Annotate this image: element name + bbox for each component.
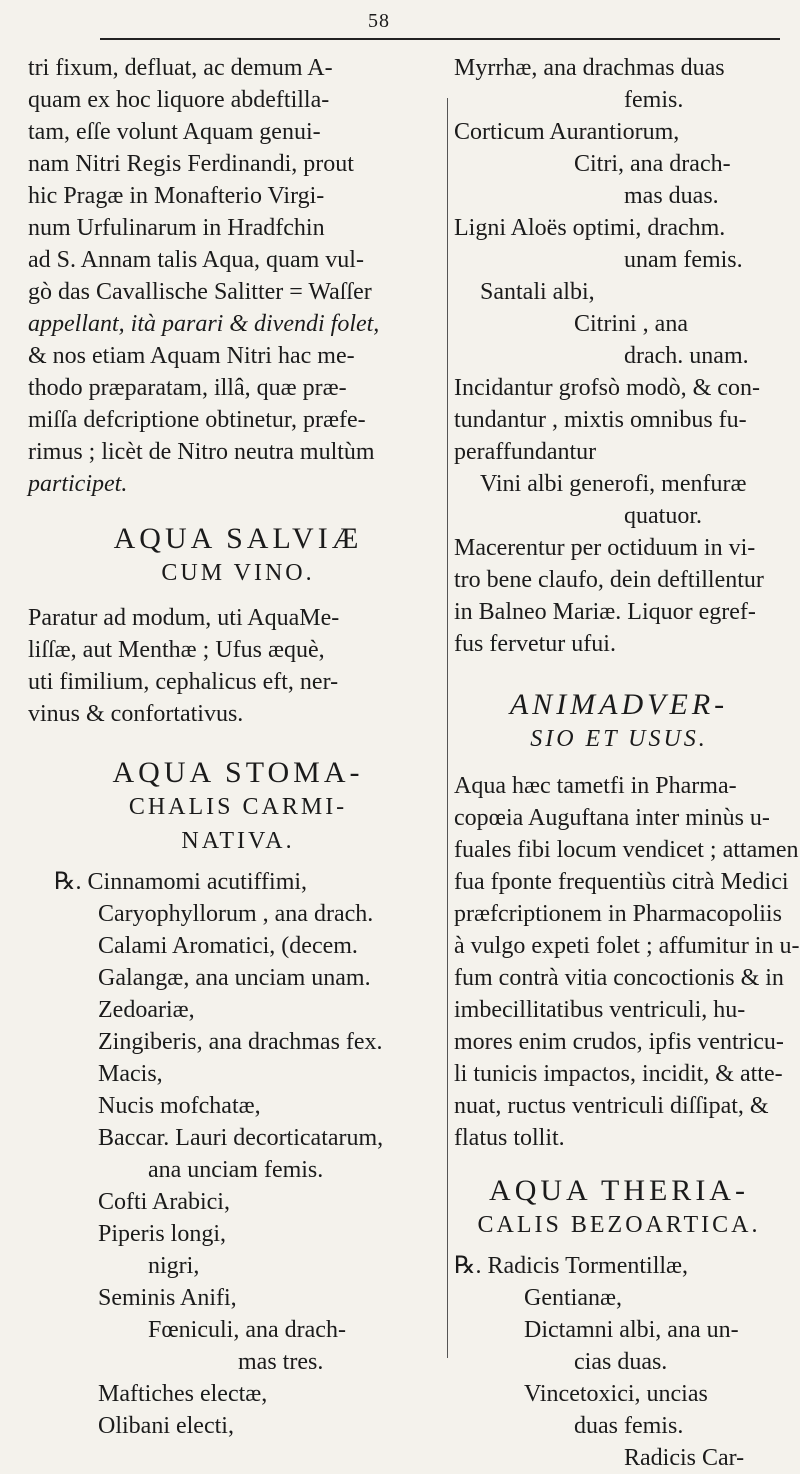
text-line: fum contrà vitia concoctionis & in: [454, 965, 784, 991]
text-line: Fœniculi, ana drach-: [148, 1317, 346, 1343]
text-line: Myrrhæ, ana drachmas duas: [454, 55, 725, 81]
text-line: drach. unam.: [624, 343, 749, 369]
text-line: num Urfulinarum in Hradfchin: [28, 215, 325, 241]
heading-aqua-stomachalis: AQUA STOMA-: [112, 756, 364, 789]
text-line: mas duas.: [624, 183, 719, 209]
text-line: tro bene claufo, dein deftillentur: [454, 567, 764, 593]
text-line: nigri,: [148, 1253, 200, 1279]
text-line: Nucis mofchatæ,: [98, 1093, 261, 1119]
text-line: rimus ; licèt de Nitro neutra multùm: [28, 439, 375, 465]
text-line: Galangæ, ana unciam unam.: [98, 965, 371, 991]
left-paragraph: [28, 52, 448, 500]
text-line: appellant, ità parari & divendi folet,: [28, 311, 380, 337]
text-line: liſſæ, aut Menthæ ; Ufus æquè,: [28, 637, 325, 663]
text-line: ana unciam femis.: [148, 1157, 324, 1183]
text-line: Aqua hæc tametfi in Pharma-: [454, 773, 737, 799]
text-line: ad S. Annam talis Aqua, quam vul-: [28, 247, 364, 273]
text-line: Olibani electi,: [98, 1413, 234, 1439]
page-header: [100, 10, 780, 40]
heading-aqua-theriacalis: AQUA THERIA-: [489, 1174, 749, 1207]
text-line: Ligni Aloës optimi, drachm.: [454, 215, 726, 241]
text-line: Macis,: [98, 1061, 163, 1087]
text-line: fus fervetur ufui.: [454, 631, 616, 657]
text-line: quam ex hoc liquore abdeftilla-: [28, 87, 330, 113]
text-line: Caryophyllorum , ana drach.: [98, 901, 374, 927]
text-line: Piperis longi,: [98, 1221, 227, 1247]
text-line: Seminis Anifi,: [98, 1285, 237, 1311]
text-line: li tunicis impactos, incidit, & atte-: [454, 1061, 783, 1087]
usus-paragraph: [454, 770, 800, 1154]
page-number: 58: [368, 10, 390, 32]
text-line: flatus tollit.: [454, 1125, 565, 1151]
text-line: copœia Auguftana inter minùs u-: [454, 805, 770, 831]
heading-animadversio: ANIMADVER-: [509, 688, 729, 721]
text-line: Baccar. Lauri decorticatarum,: [98, 1125, 384, 1151]
heading-bezoartica: CALIS BEZOARTICA.: [477, 1212, 761, 1238]
text-line: unam femis.: [624, 247, 743, 273]
recipe-theriacalis: [454, 1250, 784, 1474]
text-line: thodo præparatam, illâ, quæ præ-: [28, 375, 347, 401]
text-line: ℞. Cinnamomi acutiffimi,: [54, 869, 308, 895]
text-line: & nos etiam Aquam Nitri hac me-: [28, 343, 355, 369]
text-line: à vulgo expeti folet ; affumitur in u-: [454, 933, 800, 959]
salvia-paragraph: [28, 602, 448, 730]
text-line: imbecillitatibus ventriculi, hu-: [454, 997, 746, 1023]
text-line: Santali albi,: [480, 279, 595, 305]
text-line: femis.: [624, 87, 684, 113]
text-line: præfcriptionem in Pharmacopoliis: [454, 901, 782, 927]
recipe-stomachalis: [28, 866, 448, 1442]
text-line: Vini albi generofi, menfuræ: [480, 471, 747, 497]
heading-aqua-salviae: AQUA SALVIÆ: [113, 522, 363, 555]
text-line: Cofti Arabici,: [98, 1189, 230, 1215]
text-line: in Balneo Mariæ. Liquor egref-: [454, 599, 756, 625]
text-line: Vincetoxici, uncias: [524, 1381, 708, 1407]
header-rule: [100, 38, 780, 40]
heading-carminativa-2: NATIVA.: [181, 828, 295, 854]
text-line: Incidantur grofsò modò, & con-: [454, 375, 760, 401]
text-line: nuat, ructus ventriculi diſſipat, &: [454, 1093, 769, 1119]
text-line: mores enim crudos, ipfis ventricu-: [454, 1029, 784, 1055]
left-column: [28, 52, 448, 1442]
text-line: Zingiberis, ana drachmas fex.: [98, 1029, 383, 1055]
text-line: Dictamni albi, ana un-: [524, 1317, 739, 1343]
text-line: Paratur ad modum, uti AquaMe-: [28, 605, 340, 631]
text-line: tam, eſſe volunt Aquam genui-: [28, 119, 321, 145]
text-line: participet.: [28, 471, 128, 497]
text-line: Radicis Car-: [624, 1445, 745, 1471]
text-line: peraffundantur: [454, 439, 597, 465]
text-line: Citrini , ana: [574, 311, 688, 337]
text-line: Gentianæ,: [524, 1285, 622, 1311]
text-line: fuales fibi locum vendicet ; attamen: [454, 837, 799, 863]
text-line: quatuor.: [624, 503, 702, 529]
text-line: Maftiches electæ,: [98, 1381, 268, 1407]
text-line: Macerentur per octiduum in vi-: [454, 535, 756, 561]
text-line: nam Nitri Regis Ferdinandi, prout: [28, 151, 354, 177]
text-line: cias duas.: [574, 1349, 668, 1375]
text-line: miſſa defcriptione obtinetur, præfe-: [28, 407, 366, 433]
text-line: uti fimilium, cephalicus eft, ner-: [28, 669, 339, 695]
heading-carminativa-1: CHALIS CARMI-: [128, 794, 348, 820]
text-line: Citri, ana drach-: [574, 151, 731, 177]
text-line: vinus & confortativus.: [28, 701, 244, 727]
text-line: mas tres.: [238, 1349, 324, 1375]
text-line: ℞. Radicis Tormentillæ,: [454, 1253, 689, 1279]
text-line: tri fixum, defluat, ac demum A-: [28, 55, 333, 81]
heading-et-usus: SIO ET USUS.: [530, 726, 708, 752]
text-line: Zedoariæ,: [98, 997, 195, 1023]
heading-cum-vino: CUM VINO.: [161, 560, 315, 586]
text-line: Calami Aromatici, (decem.: [98, 933, 358, 959]
text-line: duas femis.: [574, 1413, 684, 1439]
right-column: [454, 52, 800, 1474]
recipe-continued: [454, 52, 784, 660]
text-line: tundantur , mixtis omnibus fu-: [454, 407, 747, 433]
text-line: gò das Cavallische Salitter = Waſſer: [28, 279, 372, 305]
text-line: Corticum Aurantiorum,: [454, 119, 680, 145]
text-line: hic Pragæ in Monafterio Virgi-: [28, 183, 325, 209]
text-line: fua fponte frequentiùs citrà Medici: [454, 869, 789, 895]
